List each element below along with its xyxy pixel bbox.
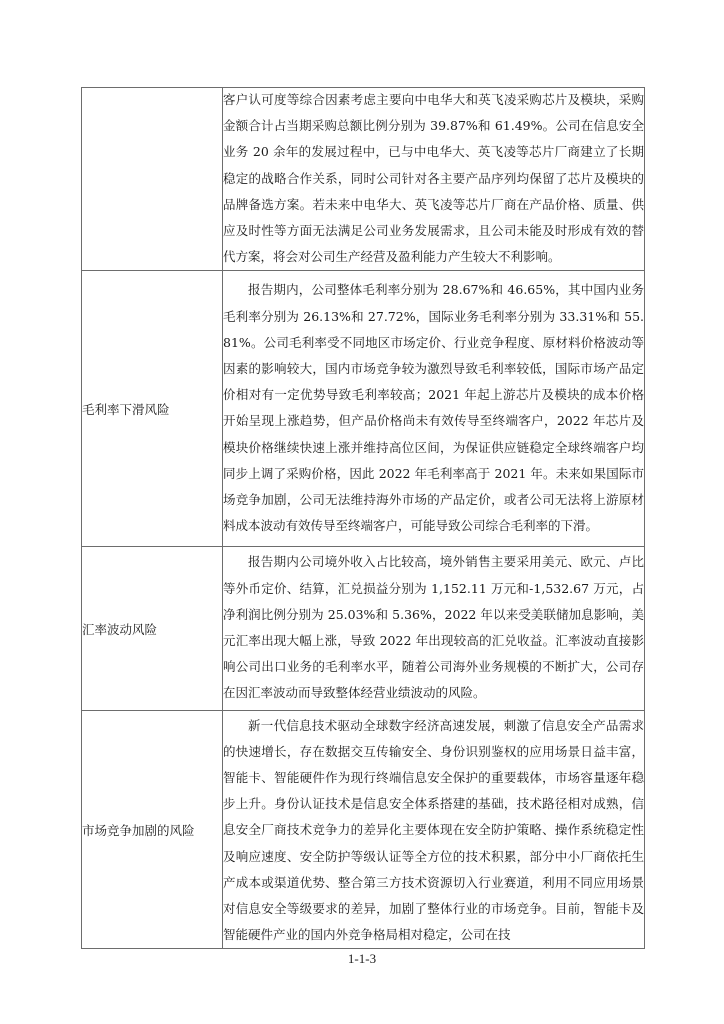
risk-description: 报告期内，公司整体毛利率分别为 28.67%和 46.65%，其中国内业务毛利率分别为 26.13%和 27.72%，国际业务毛利率分别为 33.31%和 55.81%。公司毛利率受不同地区市场定价、行业竞争程度、原材料价格波动等因素的影响较大，国内市场竞争较为激烈导致毛利率较低，国际市场产品定价相对有一定优势导致毛利率较高；2021 年起上游芯片及模块的成本价格开始呈现上涨趋势，但产品价格尚未有效传导至终端客户，2022 年芯片及模块价格继续快速上涨并维持高位区间，为保证供应链稳定全球终端客户均同步上调了采购价格，因此 2022 年毛利率高于 2021 年。未来如果国际市场竞争加剧，公司无法维持海外市场的产品定价，或者公司无法将上游原材料成本波动有效传导至终端客户，可能导致公司综合毛利率的下滑。 [223, 282, 644, 534]
risk-description: 客户认可度等综合因素考虑主要向中电华大和英飞凌采购芯片及模块，采购金额合计占当期采购总额比例分别为 39.87%和 61.49%。公司在信息安全业务 20 余年的发展过程中，已与中电华大、英飞凌等芯片厂商建立了长期稳定的战略合作关系，同时公司针对各主要产品序列均保留了芯片及模块的品牌备选方案。若未来中电华大、英飞凌等芯片厂商在产品价格、质量、供应及时性等方面无法满足公司业务发展需求，且公司未能及时形成有效的替代方案，将会对公司生产经营及盈利能力产生较大不利影响。 [223, 92, 644, 265]
risk-description-cell [223, 88, 645, 271]
table-row [82, 88, 645, 271]
risk-description: 报告期内公司境外收入占比较高，境外销售主要采用美元、欧元、卢比等外币定价、结算，汇兑损益分别为 1,152.11 万元和-1,532.67 万元，占净利润比例分别为 25.03%和 5.36%，2022 年以来受美联储加息影响，美元汇率出现大幅上涨，导致 2022 年出现较高的汇兑收益。汇率波动直接影响公司出口业务的毛利率水平，随着公司海外业务规模的不断扩大，公司存在因汇率波动而导致整体经营业绩波动的风险。 [223, 554, 644, 701]
risk-label-cell: 毛利率下滑风险 [82, 271, 223, 547]
table-row [82, 271, 645, 547]
risk-description: 新一代信息技术驱动全球数字经济高速发展，刺激了信息安全产品需求的快速增长，存在数据交互传输安全、身份识别鉴权的应用场景日益丰富，智能卡、智能硬件作为现行终端信息安全保护的重要载体，市场容量逐年稳步上升。身份认证技术是信息安全体系搭建的基础，技术路径相对成熟，信息安全厂商技术竞争力的差异化主要体现在安全防护策略、操作系统稳定性及响应速度、安全防护等级认证等全方位的技术积累，部分中小厂商依托生产成本或渠道优势、整合第三方技术资源切入行业赛道，利用不同应用场景对信息安全等级要求的差异，加剧了整体行业的市场竞争。目前，智能卡及智能硬件产业的国内外竞争格局相对稳定，公司在技 [223, 717, 644, 943]
risk-label-cell [82, 88, 223, 271]
table-row [82, 547, 645, 710]
risk-description-cell [223, 547, 645, 710]
risk-label-cell: 汇率波动风险 [82, 547, 223, 710]
risk-description-cell [223, 271, 645, 547]
risk-label-cell: 市场竞争加剧的风险 [82, 710, 223, 949]
risk-factors-table [81, 87, 645, 949]
table-row [82, 710, 645, 949]
page-number: 1-1-3 [347, 951, 377, 966]
risk-description-cell [223, 710, 645, 949]
